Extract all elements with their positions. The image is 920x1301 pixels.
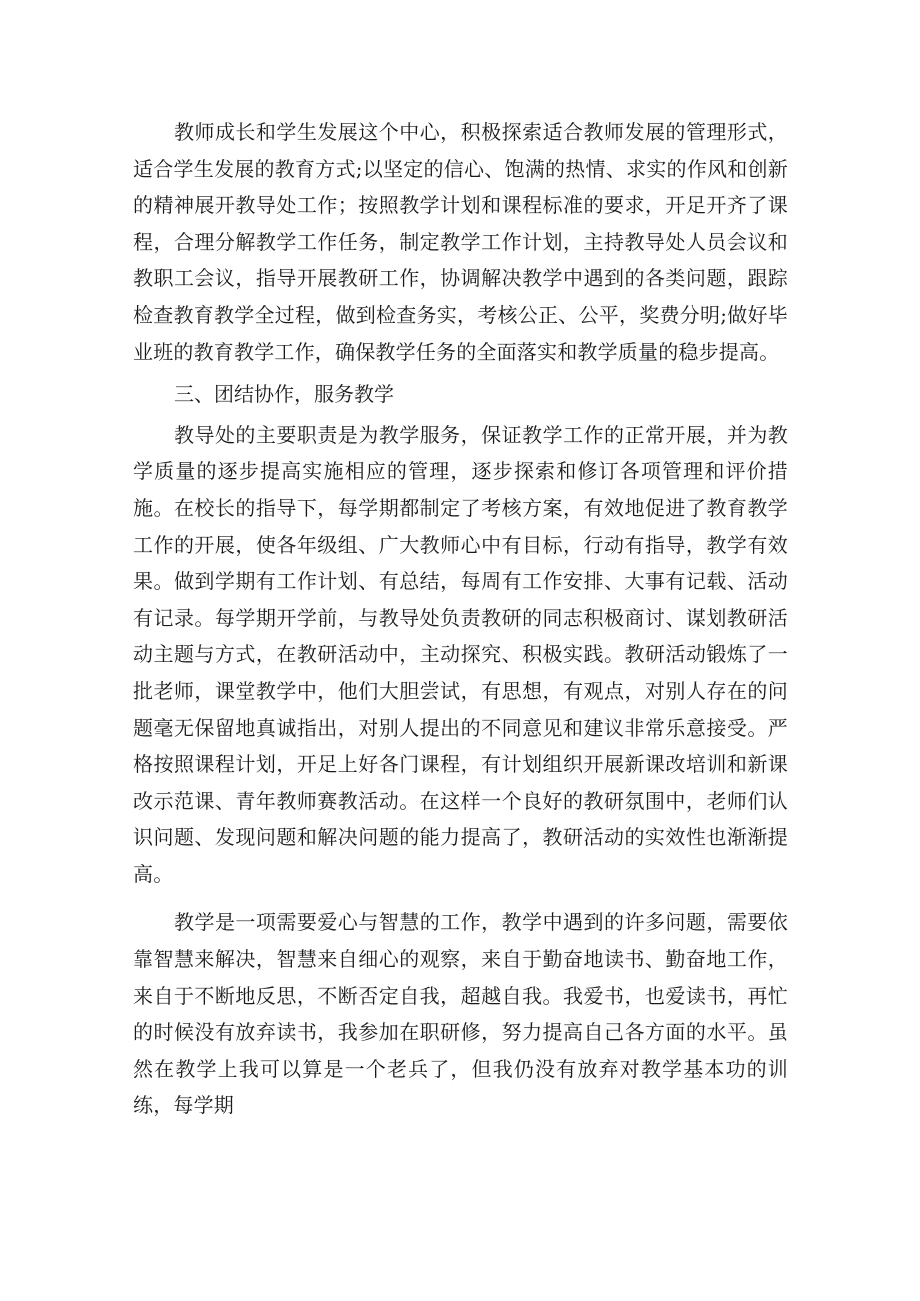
paragraph-teaching-office-duties: 教导处的主要职责是为教学服务，保证教学工作的正常开展，并为教学质量的逐步提高实施相应的管理，逐步探索和修订各项管理和评价措施。在校长的指导下，每学期都制定了考核方案，有效地促进了教育教学工作的开展，使各年级组、广大教师心中有目标，行动有指导，教学有效果。做到学期有工作计划、有总结，每周有工作安排、大事有记载、活动有记录。每学期开学前，与教导处负责教研的同志积极商讨、谋划教研活动主题与方式，在教研活动中，主动探究、积极实践。教研活动锻炼了一批老师，课堂教学中，他们大胆尝试，有思想，有观点，对别人存在的问题毫无保留地真诚指出，对别人提出的不同意见和建议非常乐意接受。严格按照课程计划，开足上好各门课程，有计划组织开展新课改培训和新课改示范课、青年教师赛教活动。在这样一个良好的教研氛围中，老师们认识问题、发现问题和解决问题的能力提高了，教研活动的实效性也渐渐提高。: [133, 422, 788, 886]
paragraph-teacher-growth: 教师成长和学生发展这个中心，积极探索适合教师发展的管理形式，适合学生发展的教育方式;以坚定的信心、饱满的热情、求实的作风和创新的精神展开教导处工作；按照教学计划和课程标准的要求，开足开齐了课程，合理分解教学工作任务，制定教学工作计划，主持教导处人员会议和教职工会议，指导开展教研工作，协调解决教学中遇到的各类问题，跟踪检查教育教学全过程，做到检查务实，考核公正、公平，奖费分明;做好毕业班的教育教学工作，确保教学任务的全面落实和教学质量的稳步提高。: [133, 120, 788, 364]
document-body: [133, 114, 788, 1124]
paragraph-love-and-wisdom: 教学是一项需要爱心与智慧的工作，教学中遇到的许多问题，需要依靠智慧来解决，智慧来自细心的观察，来自于勤奋地读书、勤奋地工作，来自于不断地反思，不断否定自我，超越自我。我爱书，也爱读书，再忙的时候没有放弃读书，我参加在职研修，努力提高自己各方面的水平。虽然在教学上我可以算是一个老兵了，但我仍没有放弃对教学基本功的训练，每学期: [133, 910, 788, 1118]
section-heading-teamwork: 三、团结协作，服务教学: [174, 382, 394, 407]
